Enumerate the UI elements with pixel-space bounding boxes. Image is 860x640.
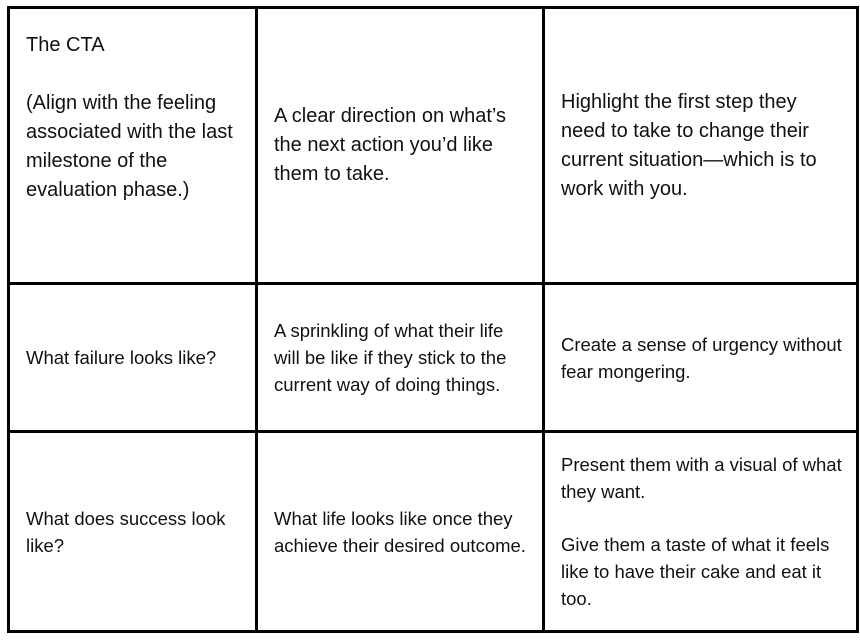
description-cell [257,8,544,284]
row-label-cell [9,432,257,632]
guidance-cell [544,8,858,284]
content-table [7,6,859,633]
description-text: A sprinkling of what their life will be like if they stick to the current way of doing things. [274,320,507,395]
table-row [9,284,858,432]
row-label: What failure looks like? [26,347,217,368]
description-cell [257,432,544,632]
row-label: What does success look like? [26,507,226,556]
guidance-cell [544,432,858,632]
guidance-text: Present them with a visual of what they want. [561,454,842,502]
guidance-text: Give them a taste of what it feels like to have their cake and eat it too. [561,534,830,609]
table-row [9,432,858,632]
description-text: What life looks like once they achieve their desired outcome. [274,507,526,556]
description-text: A clear direction on what’s the next action you’d like them to take. [274,105,506,185]
guidance-text: Highlight the first step they need to take to change their current situation—which is to work with you. [561,90,817,200]
row-label-cell [9,8,257,284]
table-row [9,8,858,284]
description-cell [257,284,544,432]
content-table-wrapper [7,6,856,630]
row-label-note: (Align with the feeling associated with the last milestone of the evaluation phase.) [26,92,233,201]
guidance-cell [544,284,858,432]
row-label-cell [9,284,257,432]
row-label: The CTA [26,34,105,56]
guidance-text: Create a sense of urgency without fear mongering. [561,333,842,382]
